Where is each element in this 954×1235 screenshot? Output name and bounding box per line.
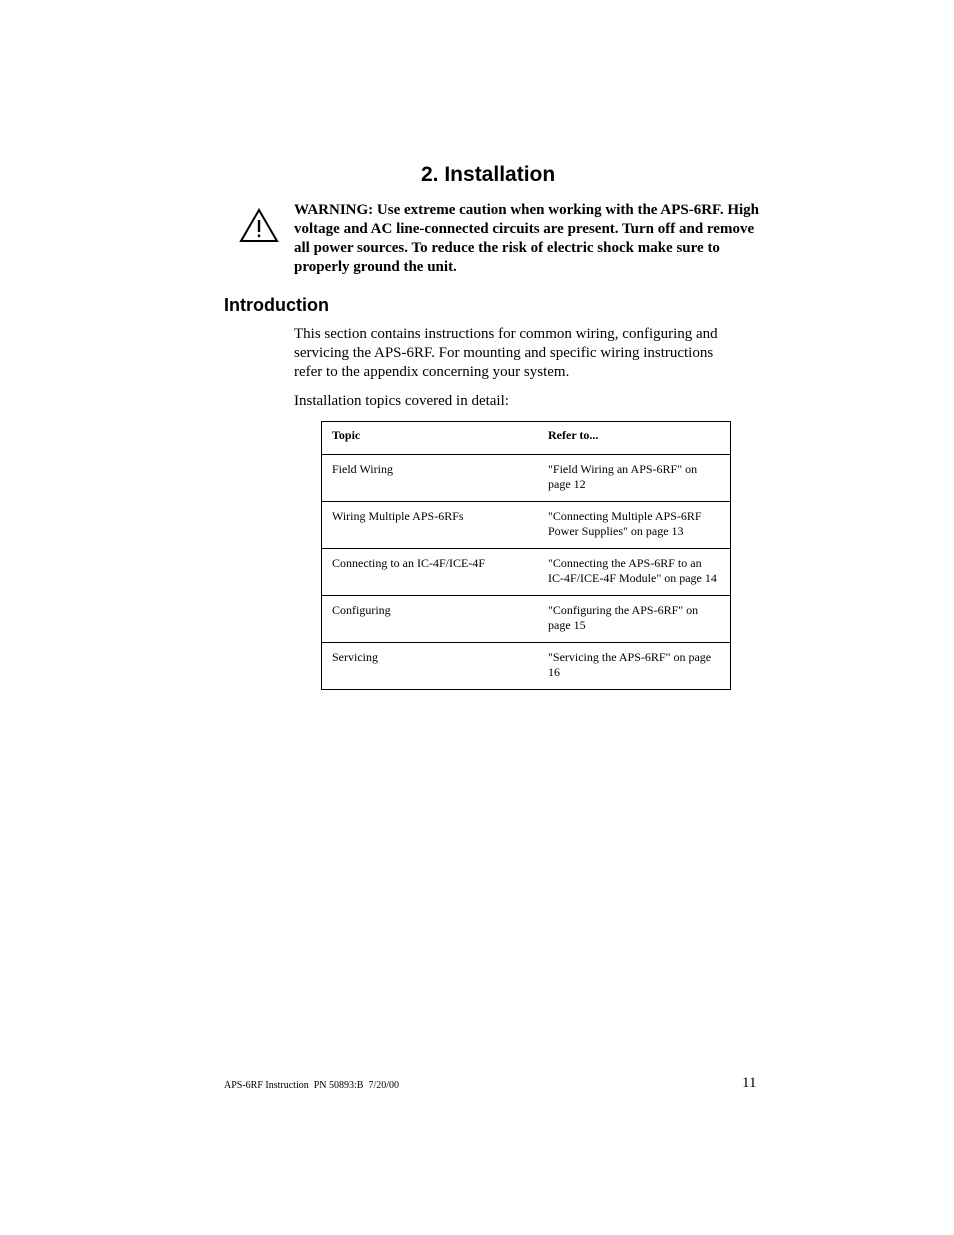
header-refer: Refer to... [538, 422, 731, 455]
table-row [322, 454, 731, 501]
header-topic: Topic [322, 422, 539, 455]
topic-cell: Field Wiring [322, 454, 539, 501]
table-row [322, 501, 731, 548]
section-heading-introduction: Introduction [224, 295, 329, 315]
refer-cell: "Servicing the APS-6RF" on page 16 [538, 642, 731, 689]
page-number: 11 [742, 1075, 757, 1091]
refer-cell: "Connecting Multiple APS-6RF Power Supplies" on page 13 [538, 501, 731, 548]
topic-cell: Configuring [322, 595, 539, 642]
table-row [322, 642, 731, 689]
footer-doc-info: APS-6RF Instruction PN 50893:B 7/20/00 [224, 1080, 400, 1091]
topics-table [321, 421, 731, 690]
topics-intro: Installation topics covered in detail: [294, 393, 509, 409]
refer-cell: "Configuring the APS-6RF" on page 15 [538, 595, 731, 642]
topic-cell: Wiring Multiple APS-6RFs [322, 501, 539, 548]
table-row [322, 548, 731, 595]
warning-triangle-icon [239, 208, 279, 244]
warning-text: WARNING: Use extreme caution when working with the APS-6RF. High voltage and AC line-connected circuits are present. Turn off and remove all power sources. To reduce the risk of electric shock make sure to properly ground the unit. [294, 202, 759, 275]
refer-cell: "Field Wiring an APS-6RF" on page 12 [538, 454, 731, 501]
topic-cell: Servicing [322, 642, 539, 689]
refer-cell: "Connecting the APS-6RF to an IC-4F/ICE-4F Module" on page 14 [538, 548, 731, 595]
chapter-title: 2. Installation [421, 163, 556, 186]
table-row [322, 595, 731, 642]
table-header-row [322, 422, 731, 455]
topic-cell: Connecting to an IC-4F/ICE-4F [322, 548, 539, 595]
intro-paragraph: This section contains instructions for common wiring, configuring and servicing the APS-6RF. For mounting and specific wiring instructions refer to the appendix concerning your system. [294, 326, 718, 380]
